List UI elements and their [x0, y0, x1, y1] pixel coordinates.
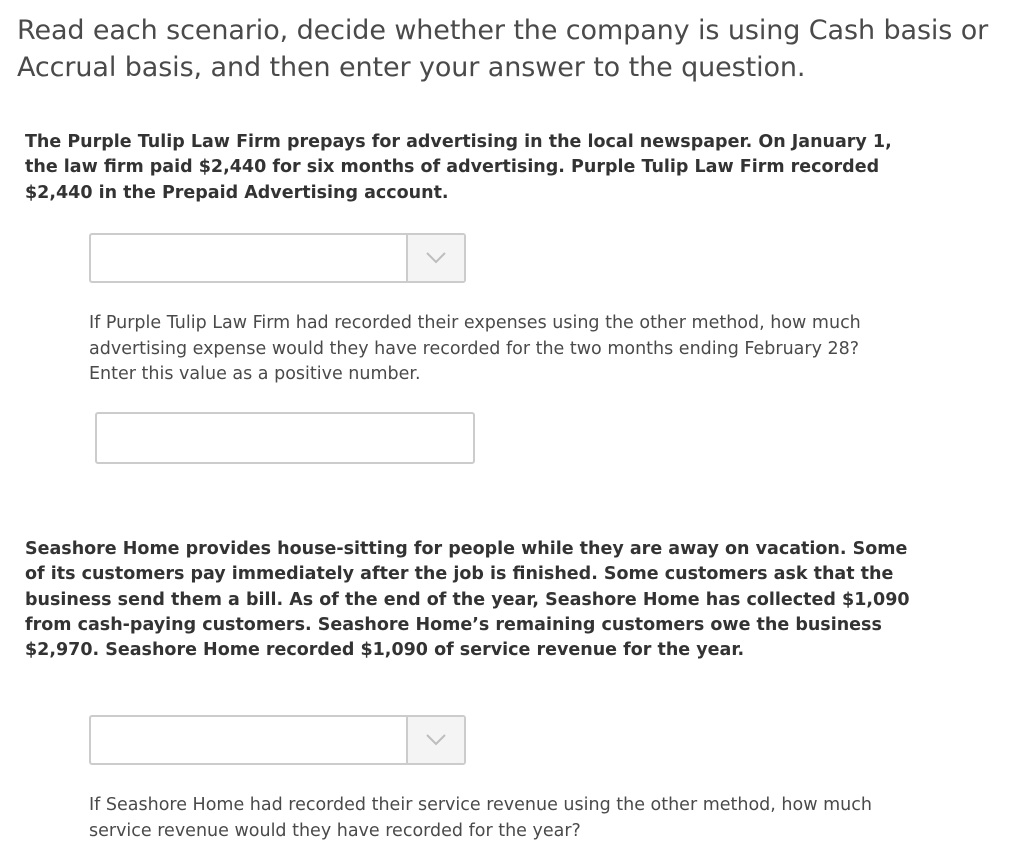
- scenario-1-question: If Purple Tulip Law Firm had recorded their expenses using the other method, how much advertising expense would they have recorded for the two months ending February 28? Enter this value as a positive number.: [89, 313, 861, 385]
- scenario-2-question: If Seashore Home had recorded their service revenue using the other method, how much service revenue would they have recorded for the year?: [89, 795, 872, 841]
- dropdown-toggle-2[interactable]: [406, 717, 464, 763]
- scenario-1-answer-input[interactable]: [95, 412, 475, 464]
- basis-dropdown-1[interactable]: [89, 233, 466, 283]
- dropdown-toggle-1[interactable]: [406, 235, 464, 281]
- scenario-2-text: Seashore Home provides house-sitting for people while they are away on vacation. Some of its customers pay immediately after the job is finished. Some customers ask that the business send them a bill. As of the end of the year, Seashore Home has collected $1,090 from cash-paying customers. Seashore Home’s remaining customers owe the business $2,970. Seashore Home recorded $1,090 of service revenue for the year.: [25, 539, 910, 661]
- chevron-down-icon: [425, 733, 447, 747]
- basis-dropdown-2[interactable]: [89, 715, 466, 765]
- chevron-down-icon: [425, 251, 447, 265]
- scenario-1-text: The Purple Tulip Law Firm prepays for advertising in the local newspaper. On January 1, the law firm paid $2,440 for six months of advertising. Purple Tulip Law Firm recorded $2,440 in the Prepaid Advertising account.: [25, 132, 892, 203]
- instructions-heading: Read each scenario, decide whether the company is using Cash basis or Accrual basis, and then enter your answer to the question.: [17, 15, 989, 83]
